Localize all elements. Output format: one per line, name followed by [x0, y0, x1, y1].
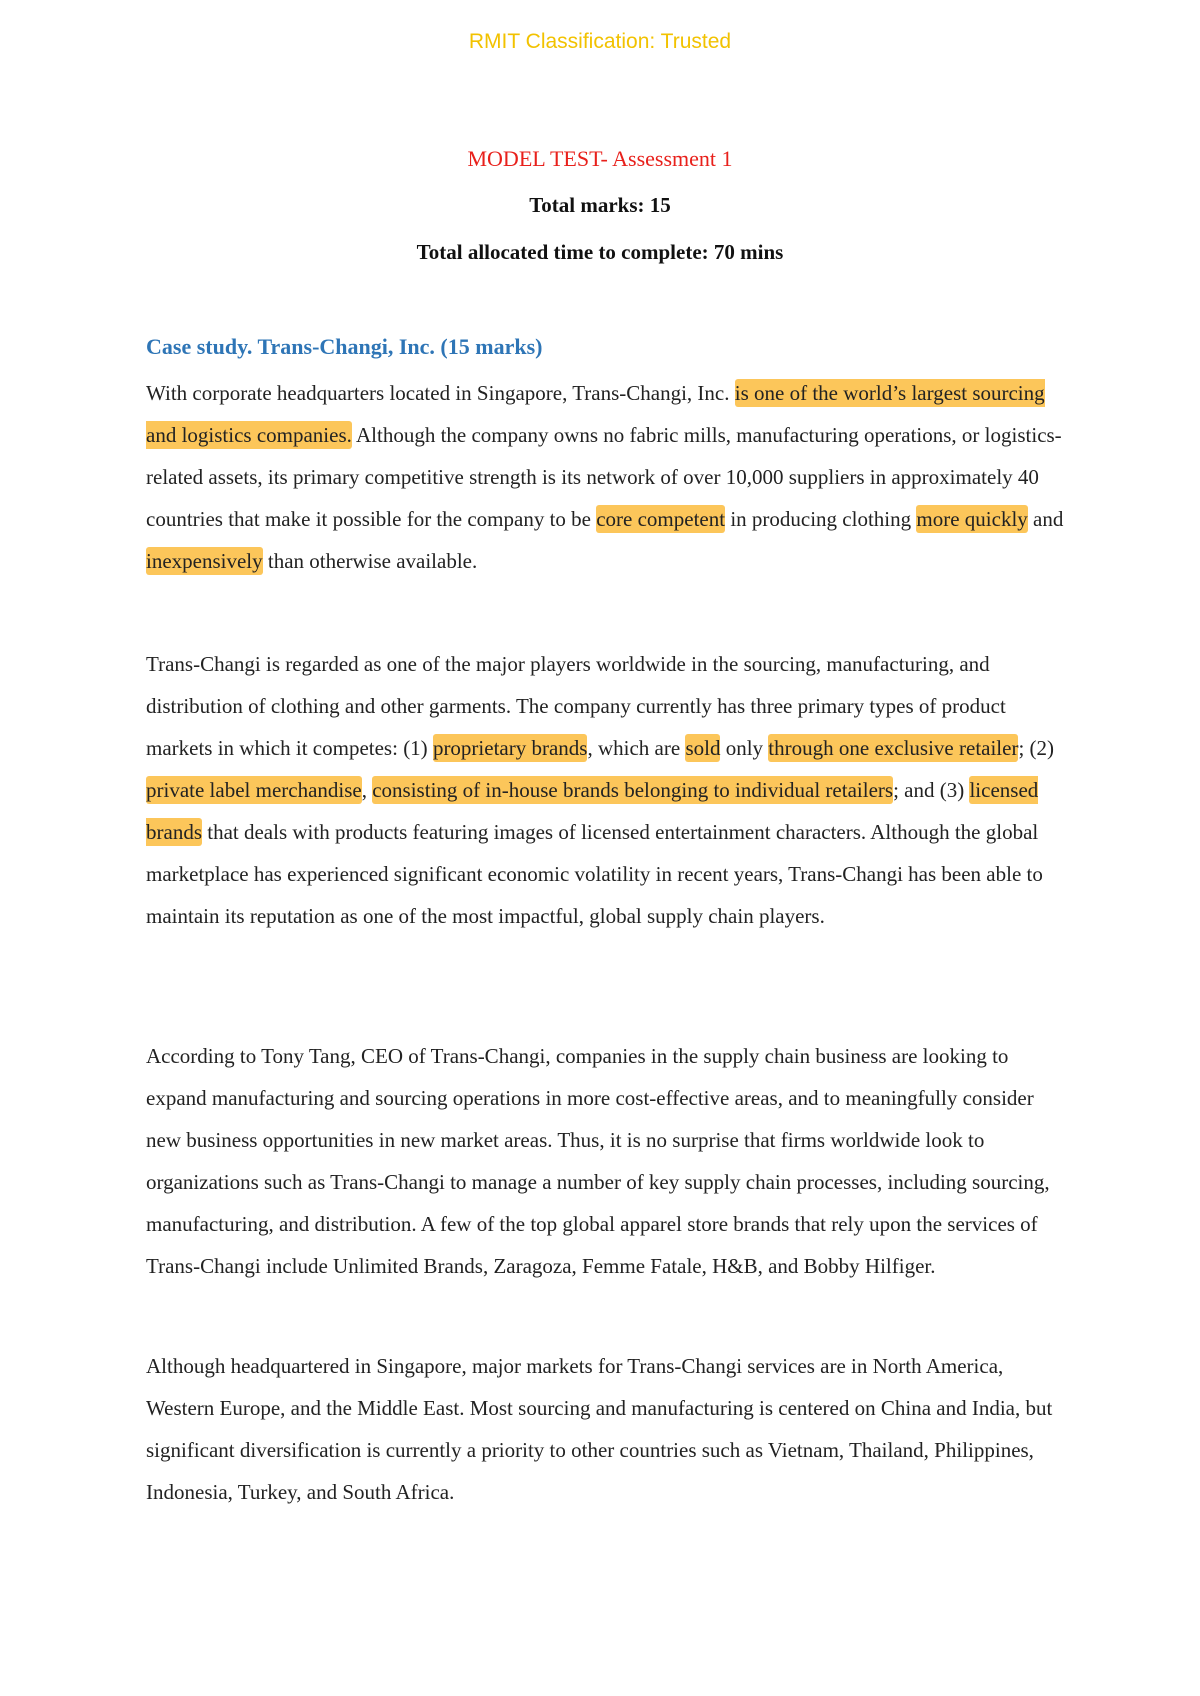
text-run: , — [361, 778, 373, 802]
highlighted-text: proprietary brands — [432, 736, 588, 760]
highlighted-text: sold — [685, 736, 721, 760]
classification-label: RMIT Classification: Trusted — [468, 30, 732, 53]
highlighted-text: core competent — [596, 507, 726, 531]
text-run: ; and (3) — [893, 778, 970, 802]
text-run: Although the company owns no fabric mills, manufacturing operations, or logistics-related assets, its primary competitive strength is its network of over 10,000 suppliers in approximately 40 countries that make it possible for the company to be — [146, 423, 1062, 531]
paragraph-1 — [146, 372, 1066, 582]
case-study-heading: Case study. Trans-Changi, Inc. (15 marks) — [146, 334, 543, 359]
total-time: Total allocated time to complete: 70 mins — [416, 240, 784, 264]
highlighted-text: inexpensively — [146, 549, 263, 573]
paragraph-2 — [146, 643, 1066, 937]
text-run: than otherwise available. — [262, 549, 478, 573]
highlighted-text: through one exclusive retailer — [768, 736, 1019, 760]
paragraph-4: Although headquartered in Singapore, major markets for Trans-Changi services are in North America, Western Europe, and the Middle East. Most sourcing and manufacturing is centered on China and India, but significant diversification is currently a priority to other countries such as Vietnam, Thailand, Philippines, Indonesia, Turkey, and South Africa. — [146, 1354, 1053, 1504]
highlighted-text: consisting of in-house brands belonging to individual retailers — [372, 778, 894, 802]
highlighted-text: private label merchandise — [146, 778, 362, 802]
highlighted-text: is one of the world’s largest sourcing and logistics companies. — [146, 381, 1045, 447]
text-run: , which are — [587, 736, 686, 760]
highlighted-text: licensed brands — [146, 778, 1039, 844]
text-run: in producing clothing — [725, 507, 917, 531]
text-run: and — [1027, 507, 1064, 531]
text-run: only — [720, 736, 769, 760]
highlighted-text: more quickly — [916, 507, 1028, 531]
text-run: that deals with products featuring images of licensed entertainment characters. Although the global marketplace has experienced significant economic volatility in recent years, Trans-Changi has been able to maintain its reputation as one of the most impactful, global supply chain players. — [146, 820, 1043, 928]
test-title: MODEL TEST- Assessment 1 — [467, 146, 733, 171]
text-run: ; (2) — [1018, 736, 1055, 760]
paragraph-3: According to Tony Tang, CEO of Trans-Changi, companies in the supply chain business are looking to expand manufacturing and sourcing operations in more cost-effective areas, and to meaningfully consider new business opportunities in new market areas. Thus, it is no surprise that firms worldwide look to organizations such as Trans-Changi to manage a number of key supply chain processes, including sourcing, manufacturing, and distribution. A few of the top global apparel store brands that rely upon the services of Trans-Changi include Unlimited Brands, Zaragoza, Femme Fatale, H&B, and Bobby Hilfiger. — [146, 1044, 1050, 1278]
text-run: With corporate headquarters located in Singapore, Trans-Changi, Inc. — [146, 381, 735, 405]
text-run: Trans-Changi is regarded as one of the major players worldwide in the sourcing, manufacturing, and distribution of clothing and other garments. The company currently has three primary types of product markets in which it competes: (1) — [146, 652, 1006, 760]
total-marks: Total marks: 15 — [529, 193, 671, 217]
